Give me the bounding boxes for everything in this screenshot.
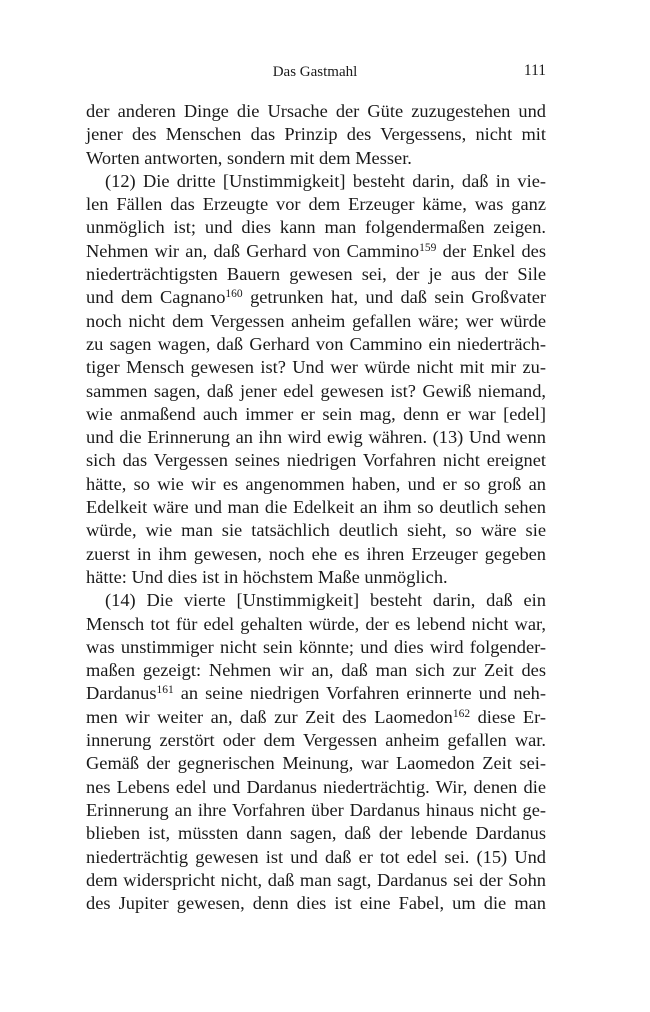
line-text: Gemäß der gegnerischen Meinung, war Laomedon Zeit sei-	[86, 753, 546, 774]
text-line	[86, 170, 546, 193]
text-line	[86, 193, 546, 216]
text-line	[86, 892, 546, 915]
text-line	[86, 496, 546, 519]
text-line	[86, 519, 546, 542]
text-line	[86, 356, 546, 379]
text-line	[86, 776, 546, 799]
line-text: des Jupiter gewesen, denn dies ist eine Fabel, um die man	[86, 893, 546, 914]
line-text: len Fällen das Erzeugte vor dem Erzeuger käme, was ganz	[86, 194, 546, 215]
line-text: (12) Die dritte [Unstimmigkeit] besteht darin, daß in vie-	[105, 170, 546, 191]
text-line	[86, 403, 546, 426]
line-text: Dardanus	[86, 683, 157, 704]
text-line	[86, 216, 546, 239]
line-text: wie anmaßend auch immer er sein mag, denn er war [edel]	[86, 403, 546, 424]
line-text: und dem Cagnano	[86, 287, 226, 308]
text-line	[86, 869, 546, 892]
line-text: maßen gezeigt: Nehmen wir an, daß man sich zur Zeit des	[86, 660, 546, 681]
line-text: nes Lebens edel und Dardanus niederträchtig. Wir, denen die	[86, 776, 546, 797]
text-line	[86, 310, 546, 333]
text-line	[86, 473, 546, 496]
text-line	[86, 613, 546, 636]
text-line	[86, 123, 546, 146]
footnote-marker: 160	[225, 288, 243, 301]
line-text: noch nicht dem Vergessen anheim gefallen wäre; wer würde	[86, 310, 546, 331]
line-text: niederträchtig gewesen ist und daß er tot edel sei. (15) Und	[86, 846, 546, 867]
line-text: jener des Menschen das Prinzip des Vergessens, nicht mit	[86, 124, 546, 145]
line-text: Nehmen wir an, daß Gerhard von Cammino	[86, 240, 420, 261]
line-text: Mensch tot für edel gehalten würde, der es lebend nicht war,	[86, 613, 546, 634]
line-text-continued: der Enkel des	[436, 240, 546, 261]
text-line	[86, 822, 546, 845]
line-text: dem widerspricht nicht, daß man sagt, Dardanus sei der Sohn	[86, 869, 546, 890]
text-line	[86, 147, 546, 170]
footnote-marker: 159	[419, 241, 437, 254]
text-line	[86, 426, 546, 449]
footnote-marker: 161	[156, 684, 174, 697]
page-header	[84, 62, 546, 84]
line-text: der anderen Dinge die Ursache der Güte zuzugestehen und	[86, 101, 546, 121]
text-line	[86, 449, 546, 472]
text-line	[86, 566, 546, 589]
line-text: men wir weiter an, daß zur Zeit des Laomedon	[86, 706, 453, 727]
running-title: Das Gastmahl	[272, 64, 358, 80]
line-text: sich das Vergessen seines niedrigen Vorfahren nicht ereignet	[86, 450, 546, 471]
text-line	[86, 659, 546, 682]
text-line	[86, 729, 546, 752]
line-text: tiger Mensch gewesen ist? Und wer würde nicht mit mir zu-	[86, 357, 546, 378]
text-line	[86, 589, 546, 612]
body-text	[86, 100, 546, 915]
text-line	[86, 100, 546, 123]
line-text: niederträchtigsten Bauern gewesen sei, der je aus der Sile	[86, 264, 546, 285]
line-text: zu sagen wagen, daß Gerhard von Cammino ein niederträch-	[86, 333, 546, 354]
line-text: und die Erinnerung an ihn wird ewig währen. (13) Und wenn	[86, 427, 546, 448]
text-line	[86, 263, 546, 286]
line-text-continued: getrunken hat, und daß sein Großvater	[242, 287, 546, 308]
line-text: blieben ist, müssten dann sagen, daß der lebende Dardanus	[86, 823, 546, 844]
text-line	[86, 380, 546, 403]
text-line	[86, 846, 546, 869]
text-line	[86, 682, 546, 705]
line-text-continued: diese Er-	[470, 706, 546, 727]
text-line	[86, 240, 546, 263]
text-line	[86, 636, 546, 659]
page-number: 111	[523, 62, 546, 79]
line-text: (14) Die vierte [Unstimmigkeit] besteht darin, daß ein	[105, 590, 546, 611]
text-line	[86, 706, 546, 729]
line-text: Edelkeit wäre und man die Edelkeit an ihm so deutlich sehen	[86, 497, 546, 518]
line-text-continued: an seine niedrigen Vorfahren erinnerte und neh-	[173, 683, 546, 704]
footnote-marker: 162	[452, 707, 471, 720]
text-line	[86, 543, 546, 566]
line-text: unmöglich ist; und dies kann man folgendermaßen zeigen.	[86, 217, 546, 238]
line-text: innerung zerstört oder dem Vergessen anheim gefallen war.	[86, 730, 546, 751]
line-text: hätte: Und dies ist in höchstem Maße unmöglich.	[86, 566, 448, 587]
line-text: Erinnerung an ihre Vorfahren über Dardanus hinaus nicht ge-	[86, 799, 546, 820]
line-text: würde, wie man sie tatsächlich deutlich sieht, so wäre sie	[86, 520, 546, 541]
text-line	[86, 286, 546, 309]
text-line	[86, 752, 546, 775]
line-text: was unstimmiger nicht sein könnte; und dies wird folgender-	[86, 636, 546, 657]
line-text: sammen sagen, daß jener edel gewesen ist? Gewiß niemand,	[86, 380, 546, 401]
text-line	[86, 799, 546, 822]
line-text: zuerst in ihm gewesen, noch ehe es ihren Erzeuger gegeben	[86, 543, 546, 564]
line-text: Worten antworten, sondern mit dem Messer.	[86, 147, 412, 168]
text-line	[86, 333, 546, 356]
line-text: hätte, so wie wir es angenommen haben, und er so groß an	[86, 473, 546, 494]
